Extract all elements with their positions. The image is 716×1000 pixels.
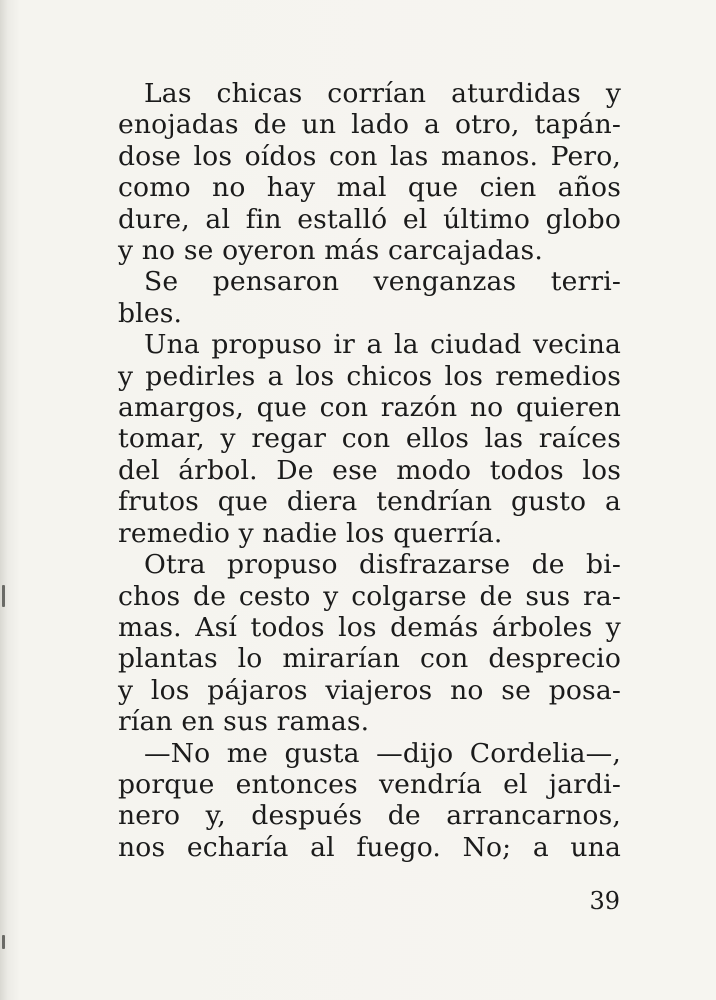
- text-line: tomar, y regar con ellos las raíces: [118, 423, 621, 455]
- text-line: dure, al fin estalló el último globo: [118, 203, 621, 235]
- text-line: enojadas de un lado a otro, tapán-: [118, 109, 621, 141]
- text-line: y no se oyeron más carcajadas.: [118, 235, 543, 267]
- text-line: bles.: [118, 297, 183, 329]
- text-line: —No me gusta —dijo Cordelia—,: [144, 737, 621, 769]
- text-line: y los pájaros viajeros no se posa-: [118, 674, 621, 706]
- text-line: del árbol. De ese modo todos los: [118, 454, 621, 486]
- text-line: Otra propuso disfrazarse de bi-: [144, 549, 621, 581]
- text-line: mas. Así todos los demás árboles y: [118, 611, 621, 643]
- text-line: remedio y nadie los querría.: [118, 517, 503, 549]
- text-line: como no hay mal que cien años: [118, 172, 621, 204]
- text-line: Las chicas corrían aturdidas y: [144, 78, 621, 109]
- text-line: frutos que diera tendrían gusto a: [118, 486, 621, 518]
- text-line: porque entonces vendría el jardi-: [118, 768, 621, 800]
- page-edge-mark: [2, 585, 5, 607]
- text-line: amargos, que con razón no quieren: [118, 392, 621, 424]
- page-edge-mark: [2, 935, 5, 949]
- text-line: nos echaría al fuego. No; a una: [118, 831, 621, 863]
- text-line: Se pensaron venganzas terri-: [144, 266, 621, 298]
- body-text: [118, 78, 621, 863]
- text-line: plantas lo mirarían con desprecio: [118, 643, 621, 675]
- text-line: nero y, después de arrancarnos,: [118, 800, 621, 832]
- text-line: y pedirles a los chicos los remedios: [118, 360, 621, 392]
- text-line: chos de cesto y colgarse de sus ra-: [118, 580, 621, 612]
- text-line: Una propuso ir a la ciudad vecina: [144, 329, 621, 361]
- text-line: dose los oídos con las manos. Pero,: [118, 140, 621, 172]
- page-number: 39: [589, 887, 620, 915]
- text-line: rían en sus ramas.: [118, 706, 370, 738]
